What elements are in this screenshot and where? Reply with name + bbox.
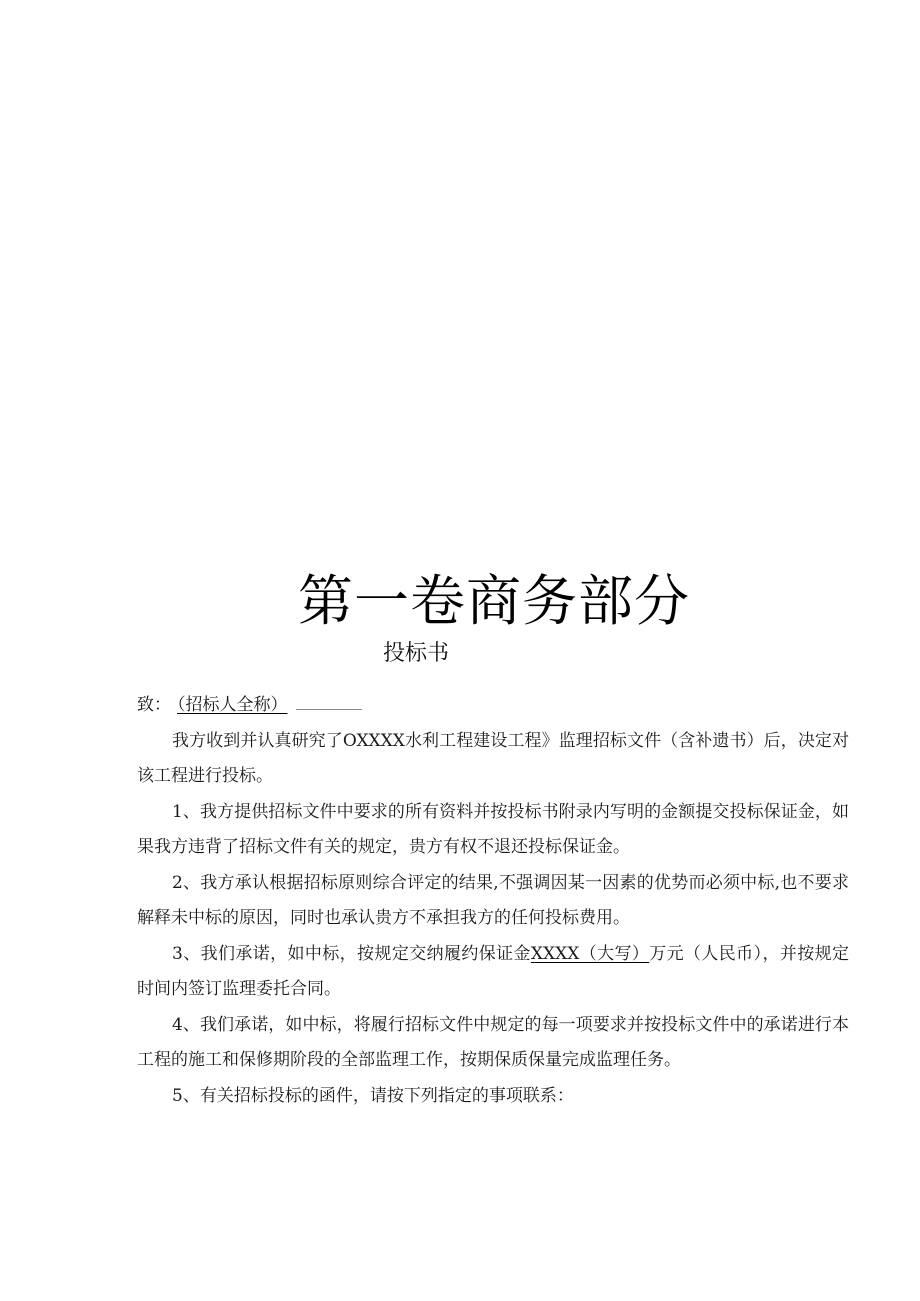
addressee-blank-line — [296, 695, 362, 710]
addressee-name-field: （招标人全称） — [177, 695, 288, 715]
paragraph-item-4: 4、我们承诺，如中标，将履行招标文件中规定的每一项要求并按投标文件中的承诺进行本工程的施工和保修期阶段的全部监理工作，按期保质保量完成监理任务。 — [137, 1014, 849, 1070]
paragraph-item-5: 5、有关招标投标的函件，请按下列指定的事项联系： — [172, 1085, 574, 1106]
paragraph-item-1: 1、我方提供招标文件中要求的所有资料并按投标书附录内写明的金额提交投标保证金，如果我方违背了招标文件有关的规定，贵方有权不退还投标保证金。 — [137, 801, 849, 857]
item-3-text-after: 万元（人民币），并按规定时间内签订监理委托合同。 — [137, 943, 849, 999]
volume-title: 第一卷商务部分 — [298, 569, 691, 633]
paragraph-item-2: 2、我方承认根据招标原则综合评定的结果,不强调因某一因素的优势而必须中标,也不要求解释未中标的原因，同时也承认贵方不承担我方的任何投标费用。 — [137, 872, 849, 928]
addressee-prefix: 致： — [137, 695, 171, 715]
paragraph-item-3 — [137, 937, 849, 1008]
item-3-text-before: 3、我们承诺，如中标，按规定交纳履约保证金 — [172, 943, 531, 964]
performance-bond-amount-field: XXXX（大写） — [530, 943, 650, 964]
document-subtitle: 投标书 — [383, 641, 450, 666]
addressee-line — [137, 688, 849, 724]
paragraph-intro: 我方收到并认真研究了OXXXX水利工程建设工程》监理招标文件（含补遗书）后，决定对该工程进行投标。 — [137, 730, 849, 786]
letter-body — [137, 688, 849, 1114]
